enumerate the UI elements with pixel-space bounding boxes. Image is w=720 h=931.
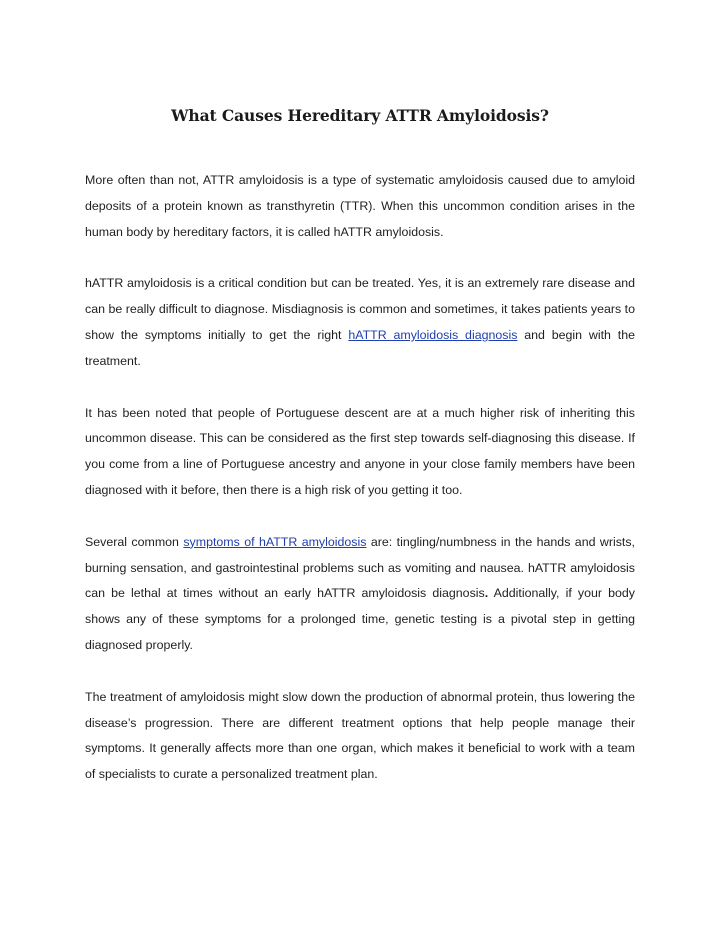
paragraph-4 bbox=[85, 530, 635, 659]
paragraph-4-text-after: Additionally, if your body shows any of these symptoms for a prolonged time, genetic testing is a pivotal step in getting diagnosed properly. bbox=[85, 586, 635, 652]
paragraph-4-bold-period: . bbox=[484, 586, 489, 601]
paragraph-4-text-before: Several common bbox=[85, 534, 184, 549]
paragraph-3: It has been noted that people of Portuguese descent are at a much higher risk of inheriting this uncommon disease. This can be considered as the first step towards self-diagnosing this disease. If you come from a line of Portuguese ancestry and anyone in your close family members have been diagnosed with it before, then there is a high risk of you getting it too. bbox=[85, 405, 635, 497]
paragraph-4-text-middle: are: tingling/numbness in the hands and wrists, burning sensation, and gastrointestinal problems such as vomiting and nausea. hATTR amyloidosis can be lethal at times without an early hATTR amyloidosis diagnosis bbox=[85, 534, 635, 601]
paragraph-2-text-after: and begin with the treatment. bbox=[85, 327, 635, 368]
hattr-symptoms-link[interactable]: symptoms of hATTR amyloidosis bbox=[183, 534, 367, 549]
document-body bbox=[85, 168, 635, 814]
document-title: What Causes Hereditary ATTR Amyloidosis? bbox=[171, 106, 549, 125]
paragraph-2-text-before: hATTR amyloidosis is a critical condition but can be treated. Yes, it is an extremely rare disease and can be really difficult to diagnose. Misdiagnosis is common and sometimes, it takes patients years to show the symptoms initially to get the right bbox=[85, 276, 635, 342]
paragraph-2 bbox=[85, 271, 635, 374]
hattr-diagnosis-link[interactable]: hATTR amyloidosis diagnosis bbox=[348, 327, 518, 342]
paragraph-1: More often than not, ATTR amyloidosis is a type of systematic amyloidosis caused due to amyloid deposits of a protein known as transthyretin (TTR). When this uncommon condition arises in the human body by hereditary factors, it is called hATTR amyloidosis. bbox=[85, 173, 635, 239]
paragraph-5: The treatment of amyloidosis might slow down the production of abnormal protein, thus lowering the disease’s progression. There are different treatment options that help people manage their symptoms. It generally affects more than one organ, which makes it beneficial to work with a team of specialists to curate a personalized treatment plan. bbox=[85, 689, 635, 782]
